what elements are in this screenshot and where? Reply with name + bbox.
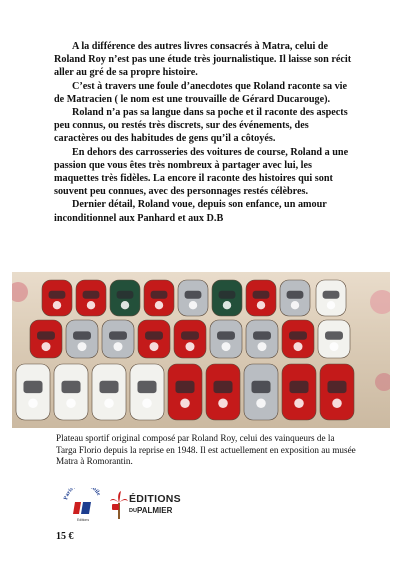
model-car [130,364,164,420]
model-car [76,280,106,316]
svg-text:Editions: Editions [76,518,90,522]
model-car [138,320,170,358]
model-car [54,364,88,420]
palm-tree-icon [110,491,128,521]
model-car [206,364,240,420]
model-car [318,320,350,358]
model-car [282,364,316,420]
paragraph-4: En dehors des carrosseries des voitures de course, Roland a une passion que vous êtes très nombreux à partager avec lui, les maquettes très fidèles. La encore il raconte des histoires qui sont souvent peu connues, avec des personnages restés célèbres. [54,146,349,198]
model-car [210,320,242,358]
model-car [212,280,242,316]
model-car [110,280,140,316]
svg-text:Paris Automobile: Paris bile [63,488,102,501]
model-car [168,364,202,420]
photo-caption: Plateau sportif original composé par Roland Roy, celui des vainqueurs de la Targa Florio depuis la reprise en 1948. Il est actuellement en exposition au musée Matra à Romorantin. [56,433,356,467]
model-car [244,364,278,420]
editions-du-palmier-logo [110,489,180,523]
body-text [54,40,354,225]
model-car [42,280,72,316]
model-car [66,320,98,358]
model-car [30,320,62,358]
model-car [92,364,126,420]
paragraph-3: Roland n’a pas sa langue dans sa poche et il raconte des aspects peu connus, ou restés très discrets, sur des événements, des caractères ou des habitudes de gens qu’il a côtoyés. [54,107,348,145]
palmier-line-1: ÉDITIONS [129,493,181,505]
model-car [280,280,310,316]
palmier-line-2: DUPALMIER [129,506,173,515]
price: 15 € [56,531,74,542]
model-car [174,320,206,358]
model-car [282,320,314,358]
model-car [246,320,278,358]
paris-automobile-logo [61,488,105,524]
model-car [316,280,346,316]
paragraph-1: A la différence des autres livres consacrés à Matra, celui de Roland Roy n’est pas une étude très journalistique. Il laisse son récit aller au gré de sa propre histoire. [54,41,352,79]
paragraph-5: Dernier détail, Roland voue, depuis son enfance, un amour inconditionnel aux Panhard et aux D.B [54,199,327,224]
model-car [16,364,50,420]
model-cars-photo [12,272,390,428]
model-cars-illustration [12,272,390,428]
model-car [144,280,174,316]
model-car [320,364,354,420]
model-car [102,320,134,358]
model-car [178,280,208,316]
paragraph-2: C’est à travers une foule d’anecdotes que Roland raconte sa vie de Matracien ( le nom est une trouvaille de Gérard Ducarouge). [54,80,348,105]
model-car [246,280,276,316]
